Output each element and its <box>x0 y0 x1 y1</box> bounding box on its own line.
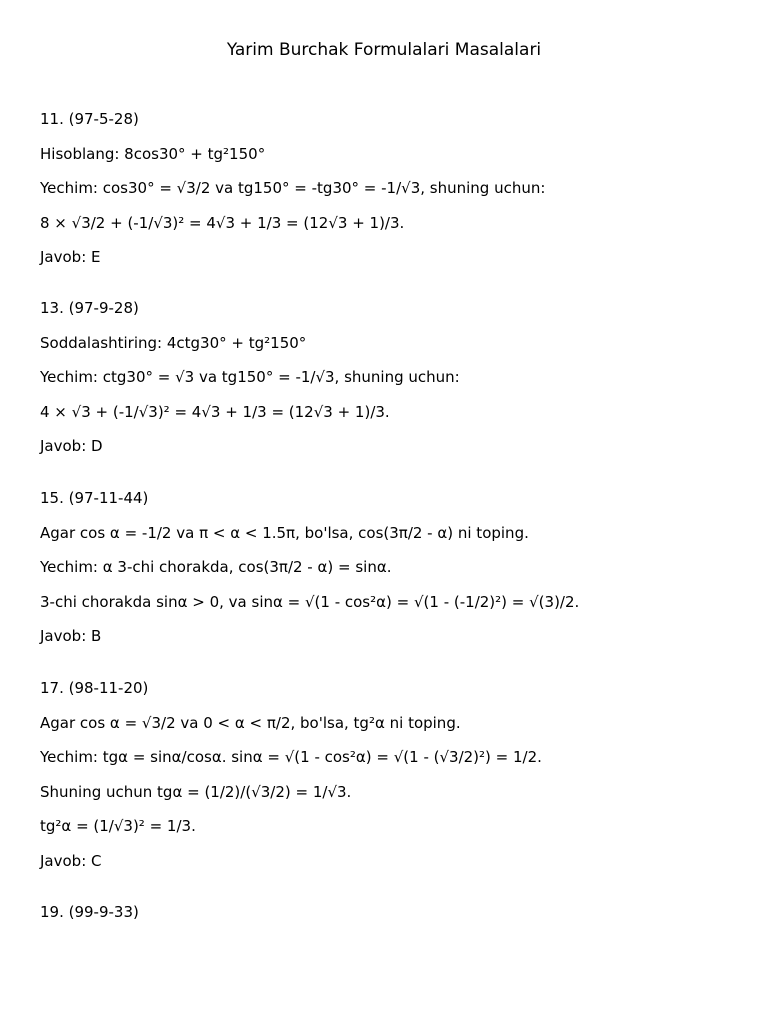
problem-number: 11. (97-5-28) <box>40 110 139 128</box>
answer-line: Javob: C <box>40 851 102 870</box>
answer-line: Javob: B <box>40 627 102 645</box>
solution-line: 8 × √3/2 + (-1/√3)² = 4√3 + 1/3 = (12√3 + 1)/3. <box>40 213 405 232</box>
problem-15 <box>40 488 740 661</box>
problem-statement: Soddalashtiring: 4ctg30° + tg²150° <box>40 333 307 352</box>
problem-11 <box>40 109 740 282</box>
problem-statement: Hisoblang: 8cos30° + tg²150° <box>40 144 266 163</box>
problem-statement: Agar cos α = -1/2 va π < α < 1.5π, bo'lsa, cos(3π/2 - α) ni toping. <box>40 523 529 542</box>
solution-line: Shuning uchun tgα = (1/2)/(√3/2) = 1/√3. <box>40 782 352 801</box>
problem-number: 19. (99-9-33) <box>40 903 139 921</box>
problem-13 <box>40 298 740 471</box>
answer-line: Javob: D <box>40 437 103 455</box>
problem-19 <box>40 902 740 937</box>
solution-line: Yechim: ctg30° = √3 va tg150° = -1/√3, shuning uchun: <box>40 368 460 386</box>
problem-number: 15. (97-11-44) <box>40 489 149 507</box>
problem-number: 13. (97-9-28) <box>40 299 139 317</box>
page-title: Yarim Burchak Formulalari Masalalari <box>226 40 542 60</box>
solution-line: Yechim: α 3-chi chorakda, cos(3π/2 - α) = sinα. <box>40 558 392 576</box>
problem-statement: Agar cos α = √3/2 va 0 < α < π/2, bo'lsa, tg²α ni toping. <box>40 713 461 732</box>
solution-line: 4 × √3 + (-1/√3)² = 4√3 + 1/3 = (12√3 + 1)/3. <box>40 402 390 421</box>
solution-line: Yechim: tgα = sinα/cosα. sinα = √(1 - cos²α) = √(1 - (√3/2)²) = 1/2. <box>40 748 542 766</box>
solution-line: 3-chi chorakda sinα > 0, va sinα = √(1 - cos²α) = √(1 - (-1/2)²) = √(3)/2. <box>40 592 580 611</box>
problem-17 <box>40 678 740 885</box>
solution-line: Yechim: cos30° = √3/2 va tg150° = -tg30° = -1/√3, shuning uchun: <box>40 179 546 197</box>
answer-line: Javob: E <box>40 248 101 266</box>
solution-line: tg²α = (1/√3)² = 1/3. <box>40 817 196 835</box>
problem-number: 17. (98-11-20) <box>40 679 149 697</box>
